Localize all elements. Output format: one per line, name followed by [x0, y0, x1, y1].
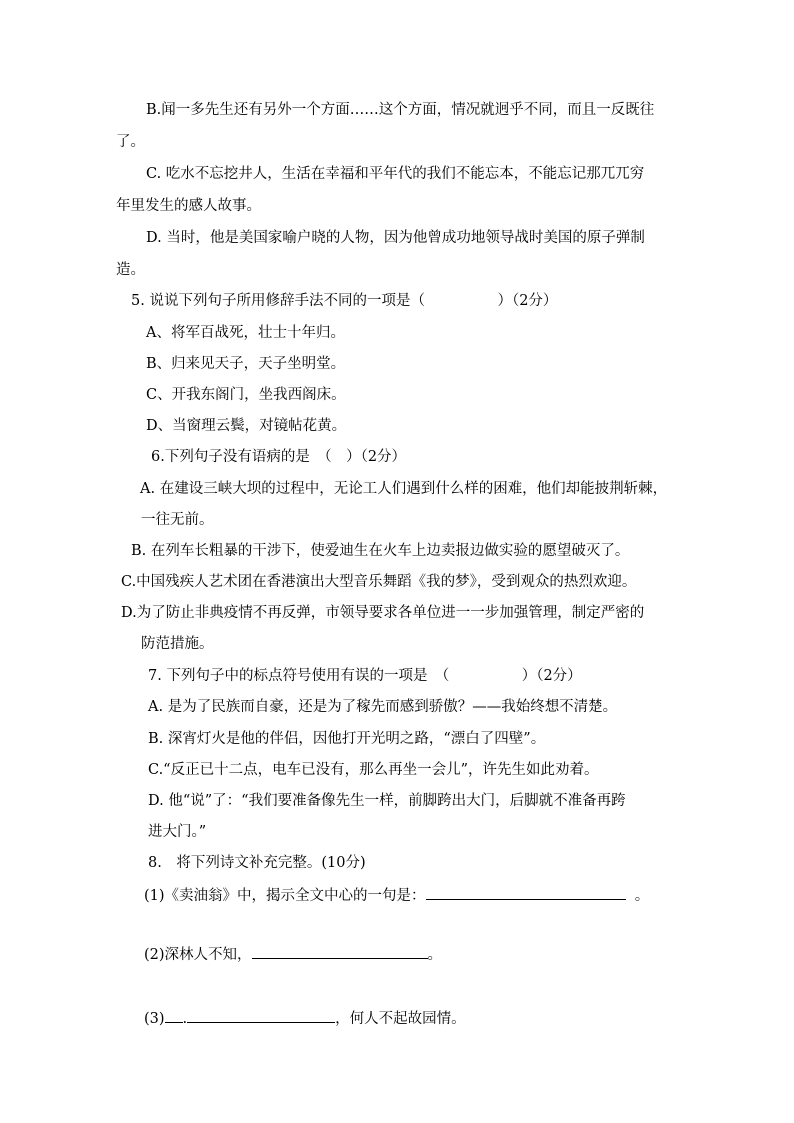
- q6-option-c: C.中国残疾人艺术团在香港演出大型音乐舞蹈《我的梦》，受到观众的热烈欢迎。: [121, 574, 637, 590]
- q4-option-c-line2: 年里发生的感人故事。: [116, 198, 261, 214]
- q7-option-d-line2: 进大门。”: [148, 824, 207, 840]
- q6-option-a-line1: A. 在建设三峡大坝的过程中，无论工人们遇到什么样的困难，他们却能披荆斩棘，: [140, 481, 668, 497]
- q8-item-1-blank[interactable]: [426, 885, 626, 900]
- q4-option-b-line1: B.闻一多先生还有另外一个方面……这个方面，情况就迥乎不同，而且一反既往: [146, 102, 655, 118]
- q7-stem: 7. 下列句子中的标点符号使用有误的一项是 （ ）（2分）: [148, 668, 582, 684]
- q8-stem: 8. 将下列诗文补充完整。(10分): [148, 855, 366, 871]
- q8-item-3-dot: .: [182, 1011, 188, 1027]
- q6-option-d-line1: D.为了防止非典疫情不再反弹，市领导要求各单位进一一步加强管理，制定严密的: [121, 605, 645, 621]
- q6-option-d-line2: 防范措施。: [141, 636, 214, 652]
- q4-option-c-line1: C. 吃水不忘挖井人，生活在幸福和平年代的我们不能忘本，不能忘记那兀兀穷: [146, 166, 645, 182]
- q6-option-a-line2: 一往无前。: [141, 512, 214, 528]
- q4-option-b-line2: 了。: [116, 134, 145, 150]
- q7-option-a: A. 是为了民族而自豪，还是为了稼先而感到骄傲？——我始终想不清楚。: [148, 699, 618, 715]
- q4-option-d-line2: 造。: [116, 262, 145, 278]
- q8-item-3-prompt: (3): [144, 1011, 165, 1027]
- q5-option-d: D、当窗理云鬓，对镜帖花黄。: [146, 418, 347, 434]
- q8-item-3-blank-b[interactable]: [187, 1008, 335, 1023]
- q8-item-3-blank-a[interactable]: [165, 1008, 183, 1023]
- q7-option-b: B. 深宵灯火是他的伴侣，因他打开光明之路，“漂白了四壁”。: [148, 731, 546, 747]
- q8-item-1: [144, 885, 649, 906]
- q7-option-c: C.“反正已十二点，电车已没有，那么再坐一会儿”，许先生如此劝着。: [148, 762, 599, 778]
- q5-stem: 5. 说说下列句子所用修辞手法不同的一项是（ ）（2分）: [131, 293, 558, 309]
- q4-option-d-line1: D. 当时，他是美国家喻户晓的人物，因为他曾成功地领导战时美国的原子弹制: [146, 230, 645, 246]
- q6-option-b: B. 在列车长粗暴的干涉下，使爱迪生在火车上边卖报边做实验的愿望破灭了。: [131, 543, 630, 559]
- q8-item-3-end: ，何人不起故园情。: [335, 1011, 466, 1027]
- q8-item-2: [144, 944, 442, 965]
- q7-option-d-line1: D. 他“说”了：“我们要准备像先生一样，前脚跨出大门，后脚就不准备再跨: [148, 793, 626, 809]
- q8-item-1-end: 。: [634, 888, 650, 904]
- q5-option-b: B、归来见天子，天子坐明堂。: [146, 356, 346, 372]
- q5-option-c: C、开我东阁门，坐我西阁床。: [146, 387, 346, 403]
- q8-item-3: [144, 1008, 466, 1029]
- q8-item-2-blank[interactable]: [252, 944, 428, 959]
- q6-stem: 6.下列句子没有语病的是 （ ）（2分）: [151, 449, 407, 465]
- q8-item-2-end: 。: [427, 947, 443, 963]
- q5-option-a: A、将军百战死，壮士十年归。: [146, 325, 345, 341]
- q8-item-2-prompt: (2)深林人不知，: [144, 947, 252, 963]
- q8-item-1-prompt: (1)《卖油翁》中，揭示全文中心的一句是：: [144, 888, 426, 904]
